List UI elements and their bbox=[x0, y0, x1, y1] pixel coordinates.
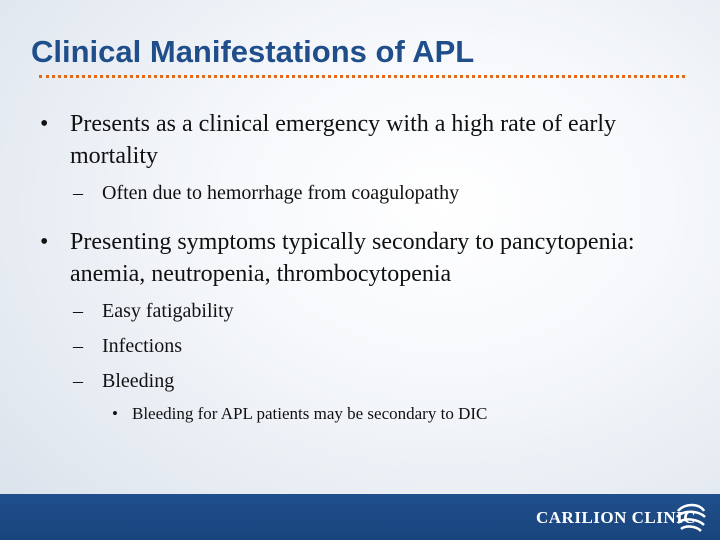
sub-bullet-2-2 bbox=[40, 333, 700, 359]
footer-bar bbox=[0, 494, 720, 540]
sub-bullet-1-1 bbox=[40, 180, 700, 206]
title-divider bbox=[39, 75, 685, 78]
slide-body bbox=[40, 108, 700, 425]
swirl-logo-icon bbox=[674, 499, 708, 540]
dash-marker: – bbox=[73, 370, 83, 392]
slide-title: Clinical Manifestations of APL bbox=[31, 34, 475, 69]
bullet-2-text: Presenting symptoms typically secondary to pancytopenia: anemia, neutropenia, thrombocytopenia bbox=[70, 229, 635, 287]
sub-bullet-2-1 bbox=[40, 298, 700, 324]
sub-bullet-2-3-text: Bleeding bbox=[102, 370, 175, 392]
bullet-1 bbox=[40, 108, 700, 172]
dash-marker: – bbox=[73, 335, 83, 357]
dash-marker: – bbox=[73, 300, 83, 322]
sub-bullet-1-1-text: Often due to hemorrhage from coagulopathy bbox=[102, 182, 460, 204]
bullet-marker: • bbox=[112, 404, 118, 423]
sub-sub-bullet-2-3-1-text: Bleeding for APL patients may be secondary to DIC bbox=[132, 404, 488, 423]
sub-bullet-2-1-text: Easy fatigability bbox=[102, 300, 234, 322]
brand-logo-text: CARILION CLINIC bbox=[536, 508, 697, 527]
dash-marker: – bbox=[73, 182, 83, 204]
bullet-1-text: Presents as a clinical emergency with a high rate of early mortality bbox=[70, 111, 617, 169]
sub-bullet-2-2-text: Infections bbox=[102, 335, 182, 357]
sub-sub-bullet-2-3-1 bbox=[40, 403, 700, 425]
sub-bullet-2-3 bbox=[40, 368, 700, 394]
bullet-marker: • bbox=[40, 229, 49, 255]
bullet-marker: • bbox=[40, 111, 49, 137]
bullet-2 bbox=[40, 226, 700, 290]
